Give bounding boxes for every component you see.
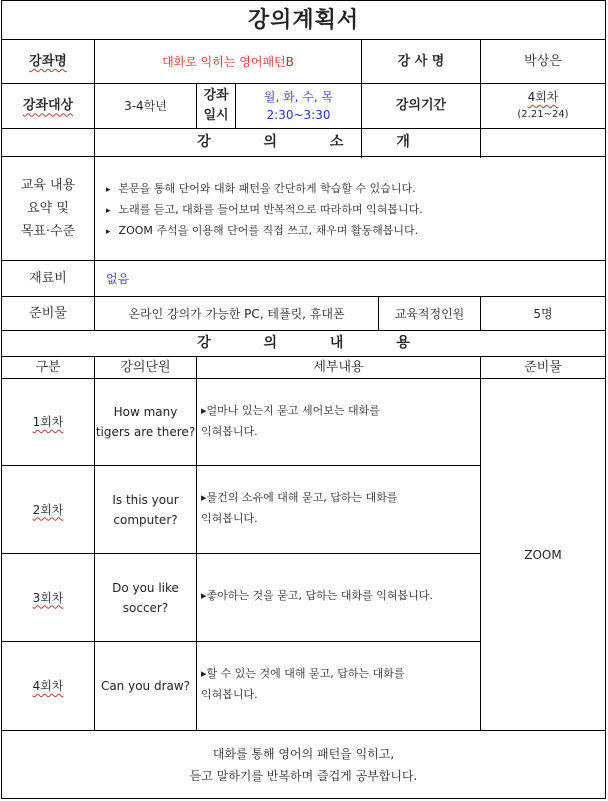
- summary-bullet-2: ▸ 노래를 듣고, 대화를 들어보며 반복적으로 따라하며 익혀봅니다.: [106, 200, 601, 221]
- summary-bullets: [106, 179, 601, 242]
- session-1-unit: How many tigers are there?: [95, 405, 196, 439]
- supplies-value: 온라인 강의가 가능한 PC, 테플릿, 휴대폰: [128, 306, 345, 321]
- course-name-value: 대화로 익히는 영어패턴B: [162, 54, 294, 69]
- col-session-header: 구분: [35, 359, 61, 375]
- lesson-plan-document: [1, 0, 606, 799]
- session-2-label: 2회차: [32, 502, 64, 517]
- target-value: 3-4학년: [124, 99, 167, 113]
- session-1-label: 1회차: [32, 415, 64, 429]
- session-4-detail: ▸할 수 있는 것에 대해 묻고, 답하는 대화를 익혀봅니다.: [201, 667, 405, 701]
- intro-section-title: 강 의 소 개: [197, 134, 434, 150]
- period-label: 강의기간: [395, 98, 447, 114]
- col-detail-header: 세부내용: [313, 359, 364, 375]
- supplies-label: 준비물: [29, 305, 67, 321]
- session-1-detail: ▸얼마나 있는지 묻고 세어보는 대화를 익혀봅니다.: [201, 404, 380, 438]
- summary-bullet-1: ▸ 본문을 통해 단어와 대화 패턴을 간단하게 학습할 수 있습니다.: [106, 179, 601, 200]
- session-3-unit: Do you like soccer?: [112, 580, 179, 615]
- schedule-value: 월, 화, 수, 목 2:30~3:30: [263, 90, 334, 122]
- session-2-unit: Is this your computer?: [112, 492, 179, 527]
- session-3-label: 3회차: [32, 590, 64, 605]
- capacity-value: 5명: [533, 306, 553, 321]
- content-supplies-value: ZOOM: [524, 547, 562, 562]
- schedule-label: 강좌 일시: [203, 88, 229, 123]
- page-title: 강의계획서: [247, 7, 360, 33]
- instructor-value: 박상은: [524, 53, 562, 69]
- material-fee-value: 없음: [106, 271, 130, 286]
- session-3-detail: ▸좋아하는 것을 묻고, 답하는 대화를 익혀봅니다.: [201, 589, 433, 602]
- instructor-label: 강 사 명: [397, 53, 445, 69]
- summary-label: 교육 내용 요약 및 목표·수준: [20, 178, 76, 239]
- col-supplies-header: 준비물: [524, 359, 562, 375]
- course-name-label: 강좌명: [29, 53, 67, 69]
- col-unit-header: 강의단원: [120, 359, 171, 375]
- session-2-detail: ▸물건의 소유에 대해 묻고, 답하는 대화를 익혀봅니다.: [201, 491, 398, 525]
- period-value: 4회차 (2.21~24): [517, 90, 569, 120]
- session-4-unit: Can you draw?: [100, 679, 191, 693]
- summary-bullet-3: ▸ ZOOM 주석을 이용해 단어를 직접 쓰고, 채우며 활동해봅니다.: [106, 221, 601, 242]
- target-label: 강좌대상: [22, 98, 74, 114]
- session-4-label: 4회차: [32, 679, 64, 693]
- content-section-title: 강 의 내 용: [197, 335, 434, 351]
- closing-statement: 대화를 통해 영어의 패턴을 익히고, 듣고 말하기를 반복하며 즐겁게 공부합니다.: [189, 746, 418, 783]
- material-fee-label: 재료비: [29, 270, 67, 286]
- capacity-label: 교육적정인원: [394, 306, 465, 321]
